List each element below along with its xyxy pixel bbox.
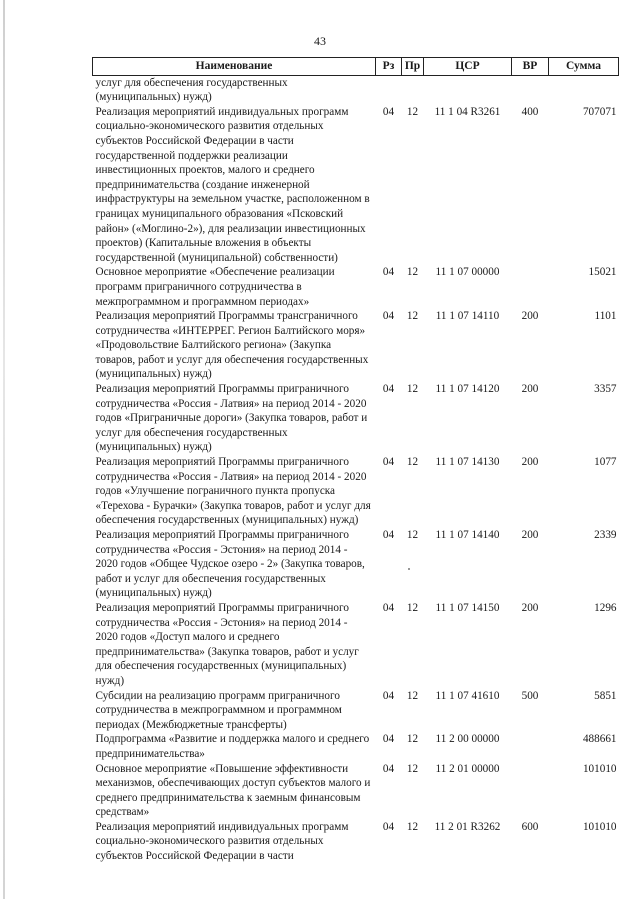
row-name: Реализация мероприятий Программы приграничного сотрудничества «Россия - Эстония» на период 2014 - 2020 годов «Общее Чудское озеро - 2» (Закупка товаров, работ и услуг для обеспечения государственных (муниципальных) нужд)	[95, 529, 365, 600]
table-row	[93, 455, 619, 528]
row-rz: 04	[382, 105, 395, 118]
row-sum: 15021	[588, 266, 617, 279]
row-rz: 04	[382, 456, 395, 469]
row-sum: 1101	[594, 310, 617, 323]
row-sum: 101010	[582, 762, 617, 775]
row-name: Основное мероприятие «Повышение эффективности механизмов, обеспечивающих доступ субъектов малого и среднего предпринимательства к заемным финансовым средствам»	[95, 762, 371, 819]
header-vr: ВР	[512, 58, 549, 76]
row-sum: 1296	[594, 601, 617, 614]
row-name: Реализация мероприятий индивидуальных программ социально-экономического развития отдельных субъектов Российской Федерации в части	[95, 820, 349, 863]
row-csr: 11 2 01 00000	[435, 762, 500, 775]
row-pr: 12	[406, 266, 419, 279]
row-sum: 3357	[594, 383, 617, 396]
header-sum: Сумма	[549, 58, 619, 76]
row-vr: 200	[521, 310, 539, 323]
row-pr: 12	[406, 689, 419, 702]
page-number: 43	[314, 34, 326, 48]
table-row	[93, 732, 619, 761]
table-row	[93, 601, 619, 689]
row-rz: 04	[382, 529, 395, 541]
row-name: Реализация мероприятий Программы приграничного сотрудничества «Россия - Латвия» на период 2014 - 2020 годов «Улучшение пограничного пункта пропуска «Терехова - Бурачки» (Закупка товаров, работ и услуг для обеспечения государственных (муниципальных) нужд)	[95, 456, 371, 527]
row-rz: 04	[382, 820, 395, 833]
row-vr	[512, 762, 549, 820]
header-csr: ЦСР	[424, 58, 512, 76]
table-row	[93, 382, 619, 455]
row-rz: 04	[382, 689, 395, 702]
row-csr: 11 1 07 14150	[435, 601, 500, 614]
row-rz: 04	[382, 310, 395, 323]
row-pr: 12	[406, 310, 419, 323]
header-pr: Пр	[402, 58, 424, 76]
row-name: Основное мероприятие «Обеспечение реализации программ приграничного сотрудничества в межпрограммном и программном периодах»	[95, 266, 335, 308]
row-vr	[512, 732, 549, 761]
row-pr: 12	[406, 601, 419, 614]
header-name: Наименование	[93, 58, 376, 76]
table-row	[93, 105, 619, 266]
row-name: Реализация мероприятий Программы приграничного сотрудничества «Россия - Латвия» на период 2014 - 2020 годов «Приграничные дороги» (Закупка товаров, работ и услуг для обеспечения государственных (муниципальных) нужд)	[95, 383, 368, 454]
row-csr: 11 1 07 14140	[435, 529, 500, 541]
row-pr: 12	[406, 456, 419, 469]
row-vr: 500	[521, 689, 539, 702]
row-pr: 12	[406, 529, 419, 541]
row-csr: 11 1 04 R3261	[434, 105, 501, 118]
row-name: Реализация мероприятий Программы приграничного сотрудничества «Россия - Эстония» на период 2014 - 2020 годов «Доступ малого и среднего предпринимательства» (Закупка товаров, работ и услуг для обеспечения государственных (муниципальных) нужд)	[95, 601, 359, 687]
table-row	[93, 265, 619, 309]
table-row	[93, 820, 619, 864]
continuation-row	[93, 75, 619, 105]
row-pr: 12	[406, 105, 419, 118]
row-csr: 11 1 07 00000	[435, 266, 500, 279]
row-csr: 11 2 00 00000	[435, 733, 500, 746]
row-sum: 2339	[594, 529, 617, 541]
row-csr: 11 1 07 14120	[435, 383, 500, 396]
row-vr: 200	[521, 529, 539, 541]
row-vr: 200	[521, 601, 539, 614]
row-sum: 1077	[594, 456, 617, 469]
row-sum: 5851	[594, 689, 617, 702]
row-rz: 04	[382, 601, 395, 614]
table-header-row	[93, 58, 619, 76]
table-row	[93, 689, 619, 733]
page-edge	[3, 0, 5, 899]
row-rz: 04	[382, 762, 395, 775]
row-vr: 600	[521, 820, 539, 833]
row-pr: 12	[406, 383, 419, 396]
row-name: Реализация мероприятий Программы трансграничного сотрудничества «ИНТЕРРЕГ. Регион Балтийского моря» «Продовольствие Балтийского региона» (Закупка товаров, работ и услуг для обеспечения государственных (муниципальных) нужд)	[95, 310, 369, 381]
row-name: Подпрограмма «Развитие и поддержка малого и среднего предпринимательства»	[95, 733, 370, 760]
budget-table	[92, 57, 619, 864]
row-vr	[512, 265, 549, 309]
row-rz: 04	[382, 383, 395, 396]
row-pr: 12	[406, 762, 419, 775]
row-pr: 12	[406, 820, 419, 833]
row-csr: 11 2 01 R3262	[434, 820, 501, 833]
row-sum: 707071	[582, 105, 617, 118]
table-row	[93, 309, 619, 382]
row-vr: 400	[521, 105, 539, 118]
continuation-text: услуг для обеспечения государственных (муниципальных) нужд)	[95, 76, 288, 104]
row-csr: 11 1 07 14130	[435, 456, 500, 469]
row-name: Субсидии на реализацию программ приграничного сотрудничества в межпрограммном и программном периодах (Межбюджетные трансферты)	[95, 689, 342, 731]
row-sum: 101010	[582, 820, 617, 833]
row-vr: 200	[521, 456, 539, 469]
header-rz: Рз	[376, 58, 402, 76]
row-sum: 488661	[582, 733, 617, 746]
row-vr: 200	[521, 383, 539, 396]
row-pr: 12	[406, 733, 419, 746]
row-name: Реализация мероприятий индивидуальных программ социально-экономического развития отдельных субъектов Российской Федерации в части государственной поддержки реализации инвестиционных проектов, малого и среднего предпринимательства (создание инженерной инфраструктуры на земельном участке, расположенном в границах муниципального образования «Псковский район» («Моглино-2»), для реализации инвестиционных проектов) (Капитальные вложения в объекты государственной (муниципальной) собственности)	[95, 105, 370, 264]
row-rz: 04	[382, 266, 395, 279]
row-rz: 04	[382, 733, 395, 746]
table-row	[93, 762, 619, 820]
row-csr: 11 1 07 41610	[435, 689, 500, 702]
row-csr: 11 1 07 14110	[435, 310, 500, 323]
table-row	[93, 528, 619, 601]
